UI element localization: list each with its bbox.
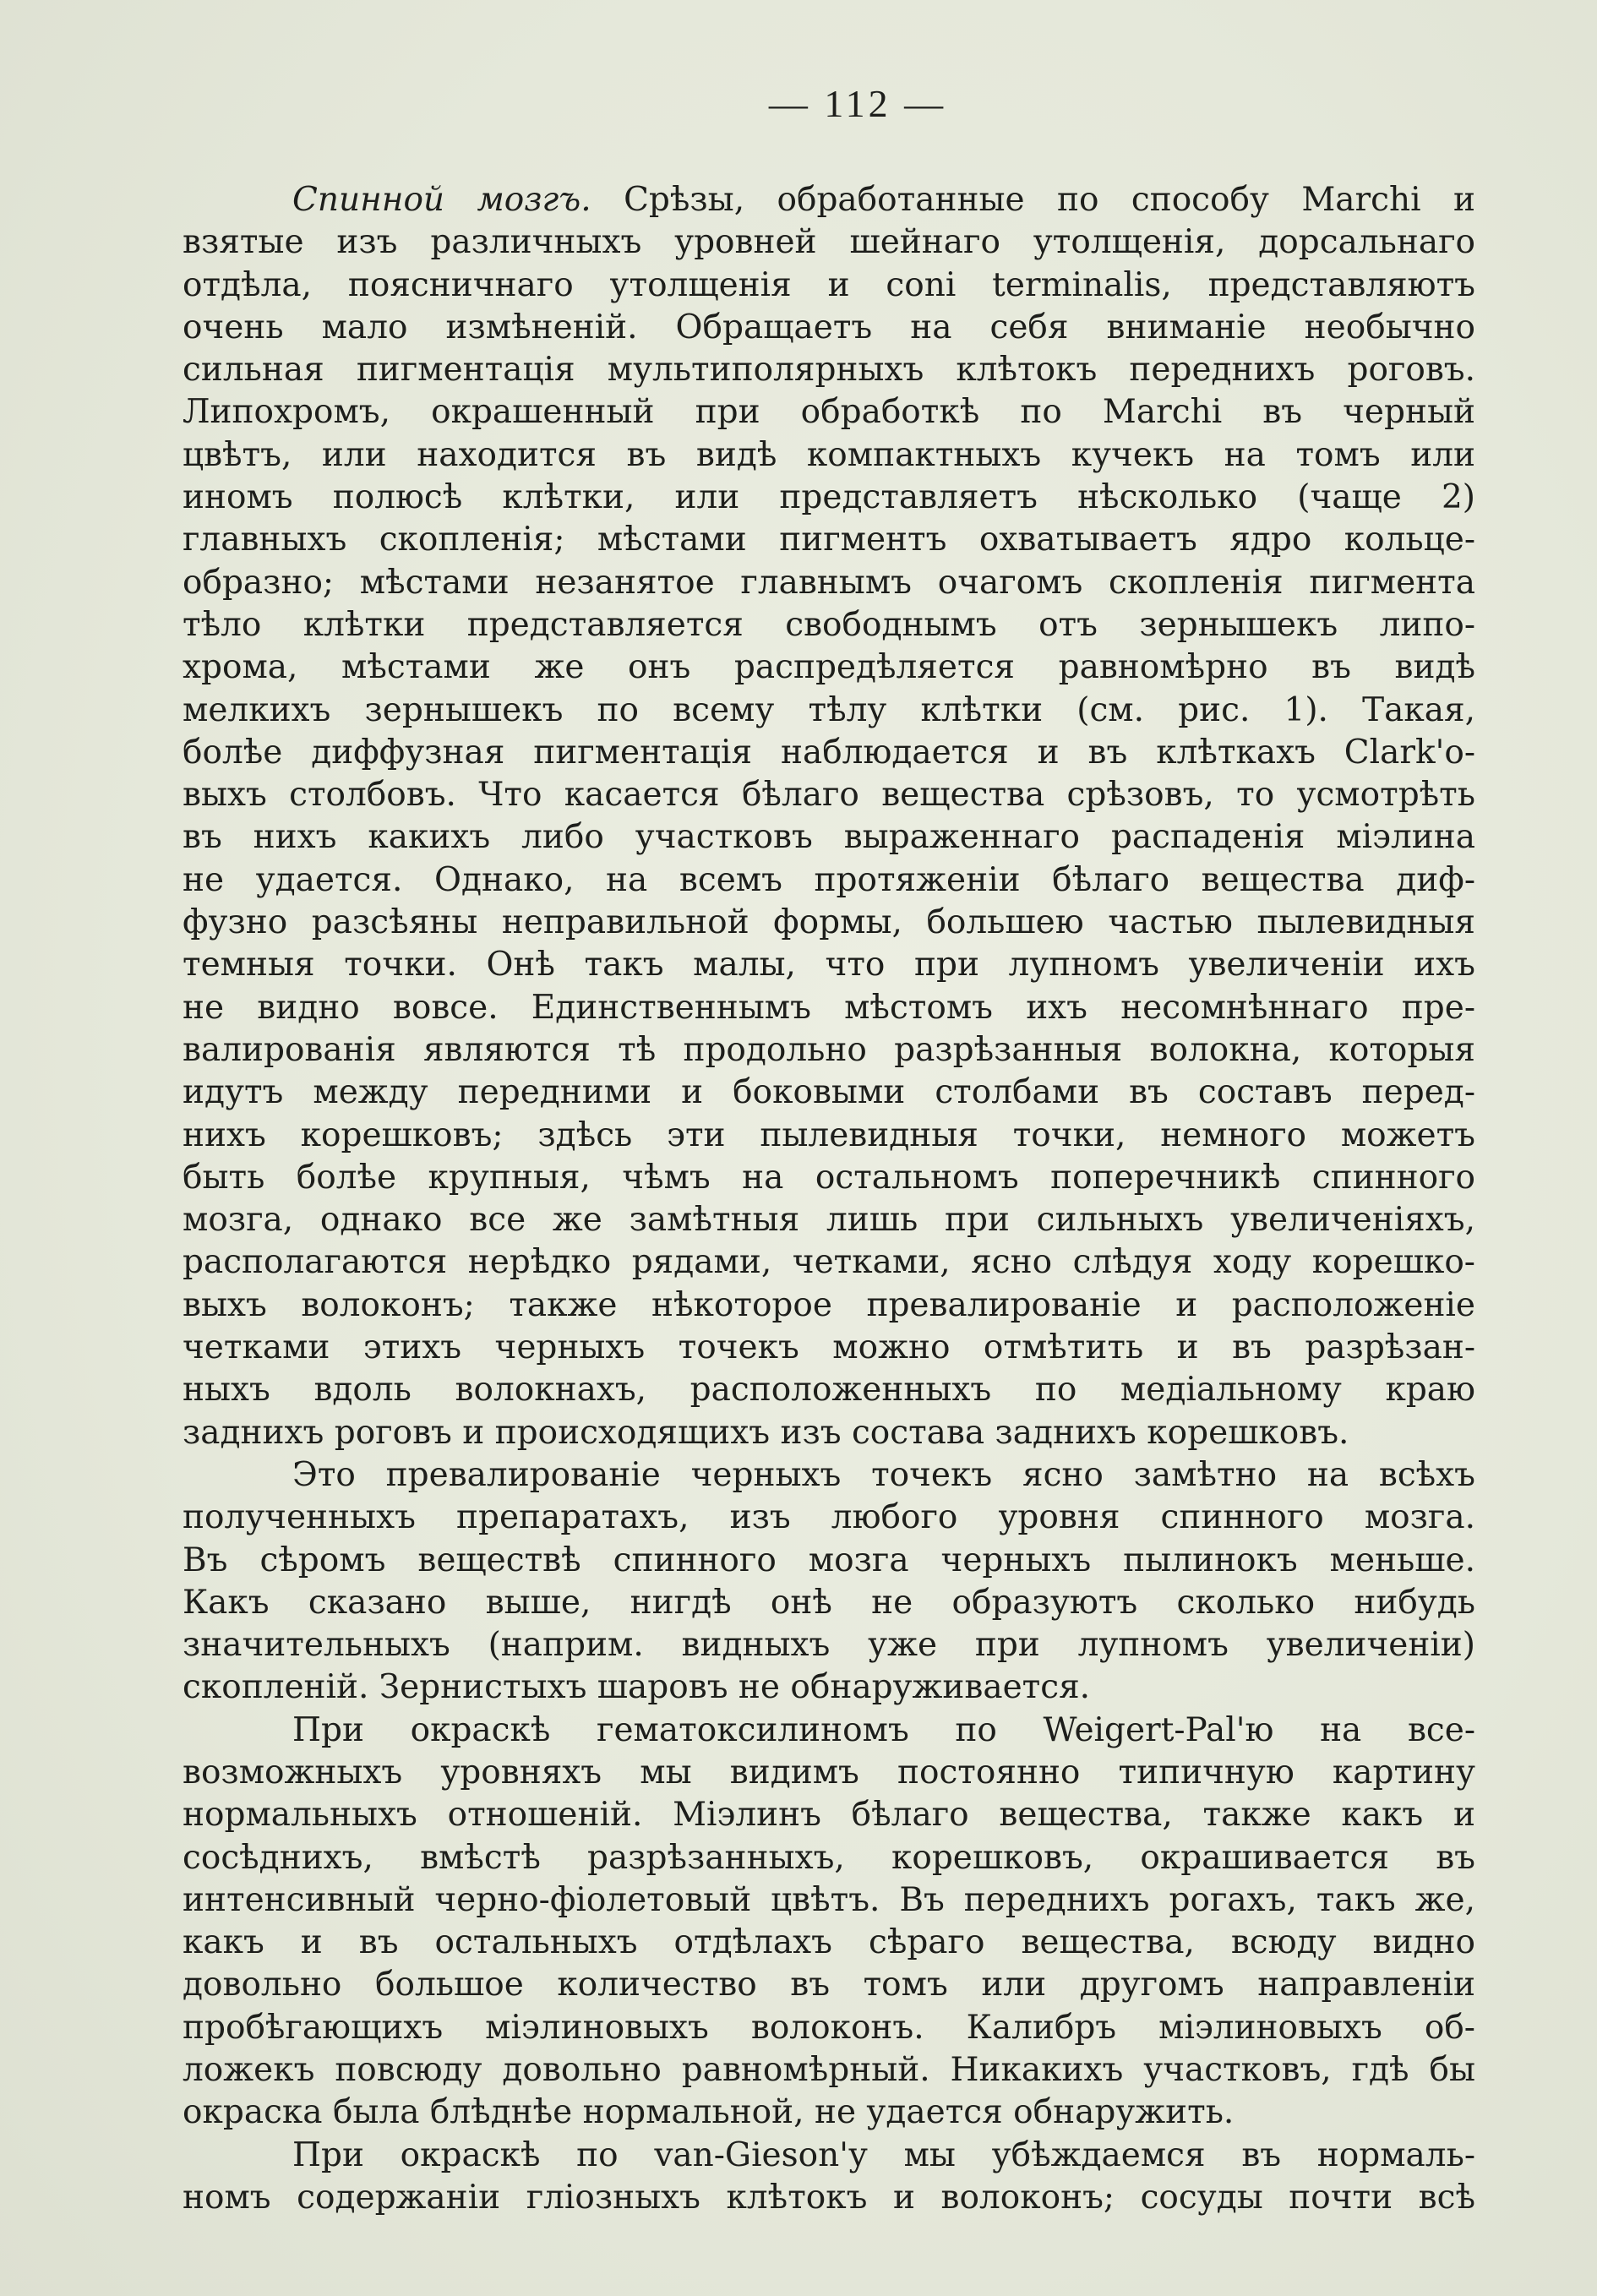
- text-line: не видно вовсе. Единственнымъ мѣстомъ ихъ несомнѣннаго пре-: [183, 988, 1475, 1027]
- text-line: нихъ корешковъ; здѣсь эти пылевидныя точки, немного можетъ: [183, 1115, 1475, 1154]
- text-line: Какъ сказано выше, нигдѣ онѣ не образуютъ сколько нибудь: [183, 1583, 1475, 1622]
- text-line: взятые изъ различныхъ уровней шейнаго утолщенія, дорсальнаго: [183, 223, 1475, 262]
- text-line: окраска была блѣднѣе нормальной, не удается обнаружить.: [183, 2093, 1235, 2132]
- text-line: четками этихъ черныхъ точекъ можно отмѣтить и въ разрѣзан-: [183, 1328, 1475, 1367]
- text-line: пробѣгающихъ міэлиновыхъ волоконъ. Калибръ міэлиновыхъ об-: [183, 2008, 1475, 2047]
- text-line: главныхъ скопленія; мѣстами пигментъ охватываетъ ядро кольце-: [183, 521, 1475, 559]
- text-line: выхъ столбовъ. Что касается бѣлаго вещества срѣзовъ, то усмотрѣть: [183, 776, 1475, 815]
- text-line: какъ и въ остальныхъ отдѣлахъ сѣраго вещества, всюду видно: [183, 1923, 1475, 1962]
- text-line: нормальныхъ отношеній. Міэлинъ бѣлаго вещества, также какъ и: [183, 1796, 1475, 1835]
- page-number: — 112 —: [768, 82, 947, 125]
- text-line: сильная пигментація мультиполярныхъ клѣтокъ переднихъ роговъ.: [183, 351, 1475, 390]
- text-line: мелкихъ зернышекъ по всему тѣлу клѣтки (см. рис. 1). Такая,: [183, 690, 1475, 729]
- text-line: интенсивный черно-фіолетовый цвѣтъ. Въ переднихъ рогахъ, такъ же,: [183, 1880, 1475, 1919]
- body-text: [183, 179, 1475, 2219]
- text-line: возможныхъ уровняхъ мы видимъ постоянно типичную картину: [183, 1753, 1475, 1792]
- text-line: темныя точки. Онѣ такъ малы, что при лупномъ увеличеніи ихъ: [183, 946, 1475, 984]
- text-line: хрома, мѣстами же онъ распредѣляется равномѣрно въ видѣ: [183, 648, 1475, 687]
- text-line: иномъ полюсѣ клѣтки, или представляетъ нѣсколько (чаще 2): [183, 478, 1475, 517]
- text-line: Спинной мозгъ. Срѣзы, обработанные по способу Marchi и: [292, 181, 1475, 219]
- text-line: заднихъ роговъ и происходящихъ изъ состава заднихъ корешковъ.: [183, 1413, 1349, 1452]
- text-line: сосѣднихъ, вмѣстѣ разрѣзанныхъ, корешковъ, окрашивается въ: [183, 1838, 1475, 1877]
- text-line: Въ сѣромъ веществѣ спинного мозга черныхъ пылинокъ меньше.: [183, 1541, 1475, 1579]
- text-line: отдѣла, поясничнаго утолщенія и coni terminalis, представляютъ: [183, 265, 1475, 304]
- text-line: располагаются нерѣдко рядами, четками, ясно слѣдуя ходу корешко-: [183, 1243, 1475, 1282]
- text-line: очень мало измѣненій. Обращаетъ на себя вниманіе необычно: [183, 308, 1475, 346]
- text-line: скопленій. Зернистыхъ шаровъ не обнаруживается.: [183, 1668, 1091, 1707]
- text-line: полученныхъ препаратахъ, изъ любого уровня спинного мозга.: [183, 1498, 1475, 1537]
- text-line: быть болѣе крупныя, чѣмъ на остальномъ поперечникѣ спинного: [183, 1158, 1475, 1197]
- text-line: идутъ между передними и боковыми столбами въ составъ перед-: [183, 1073, 1475, 1112]
- section-heading: Спинной мозгъ.: [292, 181, 591, 219]
- text-line: мозга, однако все же замѣтныя лишь при сильныхъ увеличеніяхъ,: [183, 1201, 1475, 1240]
- text-line: При окраскѣ гематоксилиномъ по Weigert-Pal'ю на все-: [292, 1710, 1475, 1749]
- text-line: образно; мѣстами незанятое главнымъ очагомъ скопленія пигмента: [183, 563, 1475, 602]
- text-line: ложекъ повсюду довольно равномѣрный. Никакихъ участковъ, гдѣ бы: [183, 2051, 1475, 2090]
- text-line: значительныхъ (наприм. видныхъ уже при лупномъ увеличеніи): [183, 1626, 1475, 1665]
- text-line: валированія являются тѣ продольно разрѣзанныя волокна, которыя: [183, 1030, 1475, 1069]
- text-line: довольно большое количество въ томъ или другомъ направленіи: [183, 1966, 1475, 2004]
- text-line: цвѣтъ, или находится въ видѣ компактныхъ кучекъ на томъ или: [183, 435, 1475, 474]
- text-line: выхъ волоконъ; также нѣкоторое превалированіе и расположеніе: [183, 1285, 1475, 1324]
- text-line: тѣло клѣтки представляется свободнымъ отъ зернышекъ липо-: [183, 605, 1475, 644]
- text-line: фузно разсѣяны неправильной формы, большею частью пылевидныя: [183, 903, 1475, 942]
- text-line: При окраскѣ по van-Gieson'у мы убѣждаемся въ нормаль-: [292, 2135, 1475, 2174]
- text-line: Это превалированіе черныхъ точекъ ясно замѣтно на всѣхъ: [292, 1455, 1475, 1494]
- text-line: не удается. Однако, на всемъ протяженіи бѣлаго вещества диф-: [183, 860, 1475, 899]
- text-line: Липохромъ, окрашенный при обработкѣ по Marchi въ черный: [183, 393, 1475, 432]
- text-line: номъ содержаніи гліозныхъ клѣтокъ и волоконъ; сосуды почти всѣ: [183, 2178, 1475, 2217]
- text-line: болѣе диффузная пигментація наблюдается и въ клѣткахъ Clark'о-: [183, 733, 1475, 772]
- text-line: ныхъ вдоль волокнахъ, расположенныхъ по медіальному краю: [183, 1371, 1475, 1410]
- text-line: въ нихъ какихъ либо участковъ выраженнаго распаденія міэлина: [183, 818, 1475, 857]
